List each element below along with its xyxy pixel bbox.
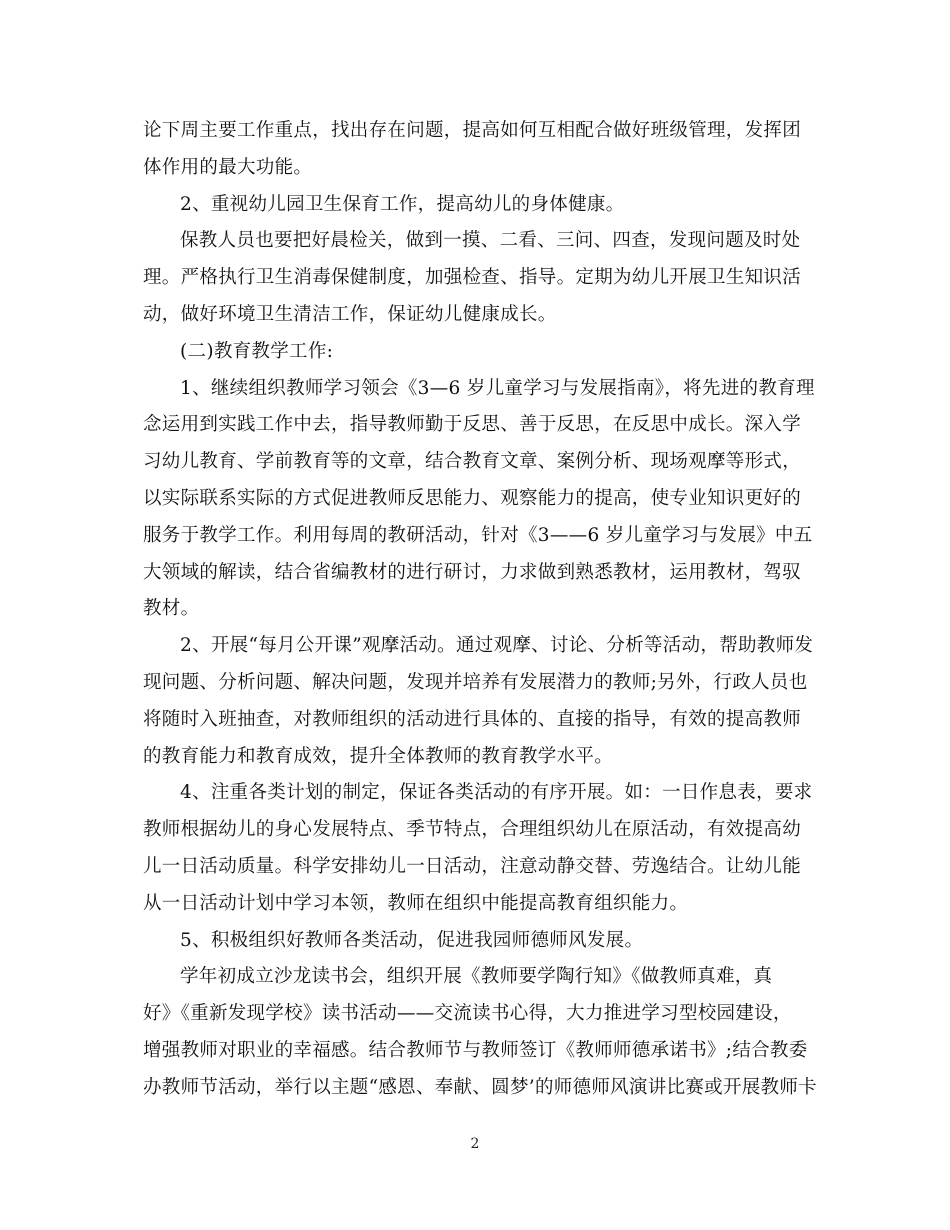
section-heading: (二)教育教学工作: (180, 340, 334, 362)
page-number: 2 (470, 1136, 480, 1152)
text-line: 以实际联系实际的方式促进教师反思能力、观察能力的提高，使专业知识更好的 (143, 487, 802, 509)
text-line: 4、注重各类计划的制定，保证各类活动的有序开展。如：一日作息表，要求 (180, 782, 813, 804)
text-line: 1、继续组织教师学习领会《3—6 岁儿童学习与发展指南》，将先进的教育理 (180, 377, 815, 399)
text-line: 2、重视幼儿园卫生保育工作，提高幼儿的身体健康。 (180, 193, 625, 215)
text-line: 服务于教学工作。利用每周的教研活动，针对《3——6 岁儿童学习与发展》中五 (143, 524, 813, 546)
text-line: 大领域的解读，结合省编教材的进行研讨，力求做到熟悉教材，运用教材，驾驭 (143, 561, 802, 583)
text-line: 儿一日活动质量。科学安排幼儿一日活动，注意动静交替、劳逸结合。让幼儿能 (143, 855, 802, 877)
text-line: 2、开展“每月公开课”观摩活动。通过观摩、讨论、分析等活动，帮助教师发 (180, 635, 814, 657)
text-line: 从一日活动计划中学习本领，教师在组织中能提高教育组织能力。 (143, 892, 689, 914)
text-line: 动，做好环境卫生清洁工作，保证幼儿健康成长。 (143, 303, 557, 325)
text-line: 5、积极组织好教师各类活动，促进我园师德师风发展。 (180, 929, 644, 951)
text-line: 理。严格执行卫生消毒保健制度，加强检查、指导。定期为幼儿开展卫生知识活 (143, 267, 802, 289)
text-line: 保教人员也要把好晨检关，做到一摸、二看、三问、四查，发现问题及时处 (180, 230, 801, 252)
text-line: 教材。 (143, 598, 200, 620)
text-line: 学年初成立沙龙读书会，组织开展《教师要学陶行知》《做教师真难，真 (180, 966, 773, 988)
text-line: 现问题、分析问题、解决问题，发现并培养有发展潜力的教师;另外，行政人员也 (143, 671, 808, 693)
text-line: 体作用的最大功能。 (143, 156, 313, 178)
text-line: 办教师节活动，举行以主题“感恩、奉献、圆梦’的师德师风演讲比赛或开展教师卡 (143, 1076, 817, 1098)
text-line: 教师根据幼儿的身心发展特点、季节特点，合理组织幼儿在原活动，有效提高幼 (143, 819, 802, 841)
text-line: 念运用到实践工作中去，指导教师勤于反思、善于反思，在反思中成长。深入学 (143, 414, 802, 436)
text-line: 论下周主要工作重点，找出存在问题，提高如何互相配合做好班级管理，发挥团 (143, 120, 802, 141)
document-body (143, 113, 817, 1107)
text-line: 习幼儿教育、学前教育等的文章，结合教育文章、案例分析、现场观摩等形式， (143, 451, 802, 473)
text-line: 将随时入班抽查，对教师组织的活动进行具体的、直接的指导，有效的提高教师 (143, 708, 802, 730)
text-line: 好》《重新发现学校》读书活动——交流读书心得，大力推进学习型校园建设， (143, 1003, 792, 1025)
text-line: 增强教师对职业的幸福感。结合教师节与教师签订《教师师德承诺书》;结合教委 (143, 1039, 808, 1061)
text-line: 的教育能力和教育成效，提升全体教师的教育教学水平。 (143, 745, 614, 767)
